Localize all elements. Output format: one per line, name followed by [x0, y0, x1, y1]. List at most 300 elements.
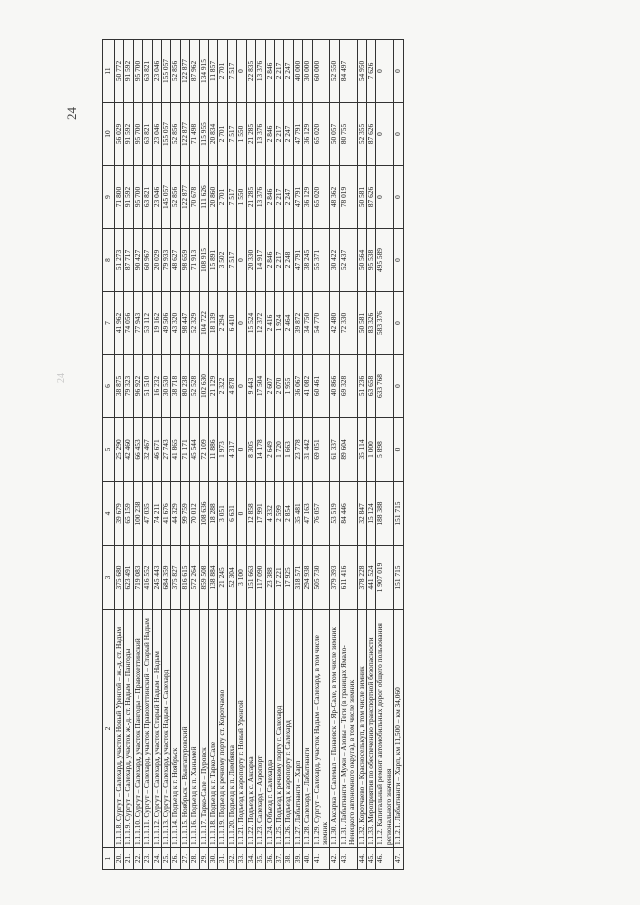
value-cell: 3 051	[218, 482, 227, 546]
value-cell: 84 446	[339, 482, 357, 546]
value-cell: 79 933	[162, 229, 171, 292]
row-index-cell: 44.	[357, 848, 366, 870]
row-index-cell: 41.	[312, 848, 330, 870]
value-cell: 20 834	[209, 103, 218, 166]
row-index-cell: 22.	[133, 848, 142, 870]
value-cell: 318 571	[293, 546, 302, 610]
value-cell: 41 865	[171, 418, 180, 482]
value-cell: 36 129	[303, 166, 312, 229]
value-cell: 100 238	[133, 482, 142, 546]
value-cell: 50 057	[330, 103, 339, 166]
value-cell: 87 626	[366, 166, 375, 229]
value-cell: 53 519	[330, 482, 339, 546]
value-cell: 56 029	[115, 103, 124, 166]
value-cell: 0	[376, 40, 394, 103]
value-cell: 17 504	[256, 355, 265, 418]
table-row	[265, 40, 274, 870]
value-cell: 0	[394, 418, 403, 482]
value-cell: 41 082	[303, 355, 312, 418]
row-name-cell: 1.1.1.15. Ноябрьск – Вынгапуровский	[180, 610, 189, 848]
value-cell: 6	[103, 355, 115, 418]
value-cell: 2 247	[284, 166, 293, 229]
value-cell: 31 442	[303, 418, 312, 482]
row-index-cell: 29.	[199, 848, 208, 870]
table-row	[394, 40, 403, 870]
value-cell: 91 592	[124, 166, 133, 229]
value-cell: 3 502	[218, 229, 227, 292]
value-cell: 7 626	[366, 40, 375, 103]
value-cell: 108 636	[199, 482, 208, 546]
value-cell: 245 443	[152, 546, 161, 610]
row-index-cell: 42.	[330, 848, 339, 870]
value-cell: 2 247	[284, 103, 293, 166]
value-cell: 20 029	[152, 229, 161, 292]
value-cell: 134 915	[199, 40, 208, 103]
value-cell: 117 090	[256, 546, 265, 610]
value-cell: 44 329	[171, 482, 180, 546]
value-cell: 65 159	[124, 482, 133, 546]
value-cell: 2 846	[265, 40, 274, 103]
value-cell: 1 550	[237, 166, 246, 229]
value-cell: 2 701	[218, 40, 227, 103]
value-cell: 43 320	[171, 292, 180, 355]
value-cell: 3	[103, 546, 115, 610]
value-cell: 4	[103, 482, 115, 546]
value-cell: 30 530	[162, 355, 171, 418]
value-cell: 39 679	[115, 482, 124, 546]
table-row	[339, 40, 357, 870]
value-cell: 80 755	[339, 103, 357, 166]
table-row	[330, 40, 339, 870]
value-cell: 572 264	[190, 546, 199, 610]
value-cell: 9	[103, 166, 115, 229]
value-cell: 87 962	[190, 40, 199, 103]
row-index-cell: 24.	[152, 848, 161, 870]
row-name-cell: 1.1.1.11. Сургут – Салехард, участок Правохеттинский – Старый Надым	[143, 610, 152, 848]
value-cell: 23 046	[152, 40, 161, 103]
table-row	[190, 40, 199, 870]
value-cell: 1 663	[284, 418, 293, 482]
value-cell: 83 326	[366, 292, 375, 355]
value-cell: 41 676	[162, 482, 171, 546]
value-cell: 3 100	[237, 546, 246, 610]
value-cell: 4 332	[265, 482, 274, 546]
value-cell: 52 856	[171, 166, 180, 229]
value-cell: 1 000	[366, 418, 375, 482]
value-cell: 102 630	[199, 355, 208, 418]
value-cell: 32 847	[357, 482, 366, 546]
value-cell: 79 323	[124, 355, 133, 418]
value-cell: 0	[237, 229, 246, 292]
value-cell: 95 538	[366, 229, 375, 292]
value-cell: 52 550	[330, 40, 339, 103]
value-cell: 63 821	[143, 40, 152, 103]
value-cell: 13 376	[256, 166, 265, 229]
row-name-cell: 1.1.28. Салехард – Лабытнанги	[303, 610, 312, 848]
row-name-cell: 1.1.21. Подъезд к аэропорту г. Новый Уренгой	[237, 610, 246, 848]
value-cell: 54 770	[312, 292, 330, 355]
value-cell: 52 856	[171, 40, 180, 103]
value-cell: 84 497	[339, 40, 357, 103]
value-cell: 719 083	[133, 546, 142, 610]
value-cell: 47 791	[293, 103, 302, 166]
row-name-cell: 1.1.1.10. Сургут – Салехард, участок Пангоды – Правохеттинский	[133, 610, 142, 848]
value-cell: 611 416	[339, 546, 357, 610]
value-cell: 294 938	[303, 546, 312, 610]
row-name-cell: 1.1.33. Мероприятия по обеспечению транспортной безопасности	[366, 610, 375, 848]
value-cell: 5 898	[376, 418, 394, 482]
value-cell: 11 857	[209, 40, 218, 103]
value-cell: 49 506	[162, 292, 171, 355]
value-cell: 12 372	[256, 292, 265, 355]
value-cell: 69 051	[312, 418, 330, 482]
value-cell: 47 791	[293, 166, 302, 229]
value-cell: 2 322	[218, 355, 227, 418]
row-name-cell: 1.1.22. Подъезд к с. Аксарка	[246, 610, 255, 848]
value-cell: 122 877	[180, 103, 189, 166]
value-cell: 38 875	[115, 355, 124, 418]
value-cell: 18 139	[209, 292, 218, 355]
value-cell: 1 720	[274, 418, 283, 482]
value-cell: 23 388	[265, 546, 274, 610]
value-cell: 623 491	[124, 546, 133, 610]
value-cell: 42 460	[124, 418, 133, 482]
value-cell: 23 046	[152, 166, 161, 229]
value-cell: 2 217	[274, 40, 283, 103]
row-index-cell: 35.	[256, 848, 265, 870]
value-cell: 8 305	[246, 418, 255, 482]
value-cell: 1 955	[284, 355, 293, 418]
value-cell: 52 304	[227, 546, 236, 610]
value-cell: 30 000	[303, 40, 312, 103]
value-cell: 13 376	[256, 40, 265, 103]
value-cell: 2 217	[274, 103, 283, 166]
value-cell: 39 872	[293, 292, 302, 355]
value-cell: 379 393	[330, 546, 339, 610]
value-cell: 74 056	[124, 292, 133, 355]
value-cell: 2 846	[265, 103, 274, 166]
value-cell: 0	[237, 418, 246, 482]
value-cell: 188 388	[376, 482, 394, 546]
value-cell: 35 114	[357, 418, 366, 482]
table-row	[218, 40, 227, 870]
value-cell: 60 461	[312, 355, 330, 418]
value-cell: 98 659	[180, 229, 189, 292]
row-index-cell: 31.	[218, 848, 227, 870]
value-cell: 63 658	[366, 355, 375, 418]
value-cell: 36 129	[303, 103, 312, 166]
value-cell: 0	[237, 40, 246, 103]
value-cell: 40 000	[293, 40, 302, 103]
value-cell: 111 626	[199, 166, 208, 229]
value-cell: 34 750	[303, 292, 312, 355]
value-cell: 416 552	[143, 546, 152, 610]
value-cell: 11	[103, 40, 115, 103]
value-cell: 6 410	[227, 292, 236, 355]
value-cell: 15 891	[209, 229, 218, 292]
value-cell: 5	[103, 418, 115, 482]
value-cell: 0	[237, 292, 246, 355]
value-cell: 816 615	[180, 546, 189, 610]
value-cell: 684 359	[162, 546, 171, 610]
table-row	[256, 40, 265, 870]
row-index-cell: 34.	[246, 848, 255, 870]
value-cell: 60 000	[312, 40, 330, 103]
value-cell: 52 437	[339, 229, 357, 292]
value-cell: 63 821	[143, 166, 152, 229]
table-row	[124, 40, 133, 870]
value-cell: 122 877	[180, 166, 189, 229]
value-cell: 76 057	[312, 482, 330, 546]
value-cell: 151 663	[246, 546, 255, 610]
row-name-cell: 1.1.1.18. Подъезд к г. Тарко-Сале	[209, 610, 218, 848]
value-cell: 48 627	[171, 229, 180, 292]
value-cell: 7	[103, 292, 115, 355]
value-cell: 46 671	[152, 418, 161, 482]
value-cell: 63 821	[143, 103, 152, 166]
value-cell: 66 453	[133, 418, 142, 482]
row-name-cell: 1.1.24. Объезд г. Салехарда	[265, 610, 274, 848]
value-cell: 0	[394, 40, 403, 103]
value-cell: 441 524	[366, 546, 375, 610]
value-cell: 27 743	[162, 418, 171, 482]
value-cell: 15 124	[366, 482, 375, 546]
row-name-cell: 1.1.30. Аксарка – Салемал – Панаевск – Яр-Сале, в том числе зимник	[330, 610, 339, 848]
value-cell: 583 376	[376, 292, 394, 355]
value-cell: 91 592	[124, 40, 133, 103]
value-cell: 69 328	[339, 355, 357, 418]
row-name-cell: 1.1.1.9. Сургут – Салехард, участок ж.-д. ст. Надым – Пангоды	[124, 610, 133, 848]
value-cell: 89 604	[339, 418, 357, 482]
value-cell: 30 422	[330, 229, 339, 292]
row-index-cell: 26.	[171, 848, 180, 870]
value-cell: 51 236	[357, 355, 366, 418]
value-cell: 14 178	[256, 418, 265, 482]
value-cell: 16 232	[152, 355, 161, 418]
row-index-cell: 28.	[190, 848, 199, 870]
value-cell: 80 238	[180, 355, 189, 418]
row-name-cell: 1.1.1.19. Подъезд к речному порту ст. Коротчаево	[218, 610, 227, 848]
value-cell: 21 245	[218, 546, 227, 610]
value-cell: 2 248	[284, 229, 293, 292]
value-cell: 61 337	[330, 418, 339, 482]
value-cell: 375 827	[171, 546, 180, 610]
value-cell: 52 329	[190, 292, 199, 355]
row-index-cell: 25.	[162, 848, 171, 870]
row-name-cell: 1.1.1.8. Сургут – Салехард, участок Новый Уренгой – ж.-д. ст. Надым	[115, 610, 124, 848]
row-index-cell: 43.	[339, 848, 357, 870]
value-cell: 17 221	[274, 546, 283, 610]
value-cell: 633 768	[376, 355, 394, 418]
value-cell: 65 020	[312, 103, 330, 166]
value-cell: 42 480	[330, 292, 339, 355]
value-cell: 1 550	[237, 103, 246, 166]
value-cell: 52 856	[171, 103, 180, 166]
row-name-cell: 1.1.26. Подъезд к аэропорту г. Салехард	[284, 610, 293, 848]
value-cell: 7 517	[227, 166, 236, 229]
value-cell: 18 288	[209, 482, 218, 546]
value-cell: 71 498	[190, 103, 199, 166]
value-cell: 19 162	[152, 292, 161, 355]
value-cell: 7 517	[227, 103, 236, 166]
row-index-cell: 47.	[394, 848, 403, 870]
value-cell: 151 715	[394, 546, 403, 610]
value-cell: 22 835	[246, 40, 255, 103]
row-name-cell: 2	[103, 610, 115, 848]
value-cell: 2 217	[274, 166, 283, 229]
value-cell: 155 057	[162, 40, 171, 103]
value-cell: 2 846	[265, 166, 274, 229]
value-cell: 4 878	[227, 355, 236, 418]
value-cell: 11 886	[209, 418, 218, 482]
row-name-cell: 1.1.1.14. Подъезд к г. Ноябрьск	[171, 610, 180, 848]
value-cell: 2 846	[265, 229, 274, 292]
value-cell: 52 355	[357, 103, 366, 166]
row-name-cell: 1.1.25. Подъезд к речному порту г. Салехард	[274, 610, 283, 848]
value-cell: 20 860	[209, 166, 218, 229]
rotated-table-container	[102, 40, 522, 870]
value-cell: 2 599	[274, 482, 283, 546]
row-name-cell: 1.1.2. Капитальный ремонт автомобильных дорог общего пользования регионального значения	[376, 610, 394, 848]
value-cell: 7 517	[227, 229, 236, 292]
value-cell: 48 362	[330, 166, 339, 229]
value-cell: 0	[394, 229, 403, 292]
value-cell: 36 067	[293, 355, 302, 418]
value-cell: 87 626	[366, 103, 375, 166]
row-name-cell: 1.1.29. Сургут – Салехард, участок Надым – Салехард, в том числе зимник	[312, 610, 330, 848]
value-cell: 38 718	[171, 355, 180, 418]
value-cell: 91 592	[124, 103, 133, 166]
value-cell: 53 112	[143, 292, 152, 355]
ghost-page-number: 24	[56, 373, 67, 383]
value-cell: 14 917	[256, 229, 265, 292]
value-cell: 99 759	[180, 482, 189, 546]
row-index-cell: 36.	[265, 848, 274, 870]
value-cell: 2 416	[265, 292, 274, 355]
value-cell: 38 245	[303, 229, 312, 292]
value-cell: 6 631	[227, 482, 236, 546]
value-cell: 50 581	[357, 292, 366, 355]
value-cell: 51 510	[143, 355, 152, 418]
value-cell: 7 517	[227, 40, 236, 103]
row-name-cell: 1.1.2.1. Лабытнанги – Харп, км 11,500 – км 34,060	[394, 610, 403, 848]
value-cell: 115 955	[199, 103, 208, 166]
table-row	[143, 40, 152, 870]
value-cell: 145 057	[162, 166, 171, 229]
value-cell: 40 866	[330, 355, 339, 418]
row-index-cell: 1	[103, 848, 115, 870]
value-cell: 0	[376, 103, 394, 166]
value-cell: 20 330	[246, 229, 255, 292]
value-cell: 77 943	[133, 292, 142, 355]
value-cell: 17 991	[256, 482, 265, 546]
value-cell: 0	[376, 166, 394, 229]
row-name-cell: 1.1.1.12. Сургут – Салехард, участок Старый Надым – Надым	[152, 610, 161, 848]
value-cell: 1 907 019	[376, 546, 394, 610]
value-cell: 71 800	[115, 166, 124, 229]
value-cell: 47 791	[293, 229, 302, 292]
value-cell: 70 678	[190, 166, 199, 229]
table-row	[171, 40, 180, 870]
value-cell: 51 273	[115, 229, 124, 292]
value-cell: 95 700	[133, 40, 142, 103]
value-cell: 1 973	[218, 418, 227, 482]
value-cell: 87 717	[124, 229, 133, 292]
value-cell: 2 294	[218, 292, 227, 355]
value-cell: 23 778	[293, 418, 302, 482]
row-index-cell: 40.	[303, 848, 312, 870]
value-cell: 72 330	[339, 292, 357, 355]
value-cell: 17 925	[284, 546, 293, 610]
value-cell: 98 447	[180, 292, 189, 355]
value-cell: 71 171	[180, 418, 189, 482]
value-cell: 54 950	[357, 40, 366, 103]
value-cell: 50 564	[357, 229, 366, 292]
value-cell: 21 129	[209, 355, 218, 418]
value-cell: 108 915	[199, 229, 208, 292]
value-cell: 70 012	[190, 482, 199, 546]
value-cell: 495 589	[376, 229, 394, 292]
row-index-cell: 37.	[274, 848, 283, 870]
value-cell: 122 877	[180, 40, 189, 103]
row-index-cell: 23.	[143, 848, 152, 870]
value-cell: 378 228	[357, 546, 366, 610]
row-name-cell: 1.1.23. Салехард – Аэропорт	[256, 610, 265, 848]
row-index-cell: 38.	[284, 848, 293, 870]
value-cell: 0	[394, 355, 403, 418]
value-cell: 41 962	[115, 292, 124, 355]
page-number: 24	[64, 107, 79, 120]
value-cell: 1 924	[274, 292, 283, 355]
value-cell: 52 528	[190, 355, 199, 418]
value-cell: 0	[394, 166, 403, 229]
value-cell: 21 285	[246, 103, 255, 166]
table-row	[284, 40, 293, 870]
value-cell: 78 019	[339, 166, 357, 229]
table-row	[376, 40, 394, 870]
value-cell: 12 858	[246, 482, 255, 546]
row-index-cell: 32.	[227, 848, 236, 870]
table-header-row	[103, 40, 115, 870]
value-cell: 2 247	[284, 40, 293, 103]
table-row	[312, 40, 330, 870]
row-index-cell: 21.	[124, 848, 133, 870]
value-cell: 0	[394, 103, 403, 166]
value-cell: 9 443	[246, 355, 255, 418]
value-cell: 375 680	[115, 546, 124, 610]
value-cell: 155 057	[162, 103, 171, 166]
value-cell: 74 211	[152, 482, 161, 546]
value-cell: 55 371	[312, 229, 330, 292]
value-cell: 10	[103, 103, 115, 166]
value-cell: 60 967	[143, 229, 152, 292]
value-cell: 4 317	[227, 418, 236, 482]
value-cell: 2 217	[274, 229, 283, 292]
value-cell: 45 544	[190, 418, 199, 482]
value-cell: 35 481	[293, 482, 302, 546]
value-cell: 13 376	[256, 103, 265, 166]
row-name-cell: 1.1.1.20. Подъезд к п. Лимбяяха	[227, 610, 236, 848]
value-cell: 0	[237, 482, 246, 546]
value-cell: 15 524	[246, 292, 255, 355]
value-cell: 21 285	[246, 166, 255, 229]
row-name-cell: 1.1.1.16. Подъезд к п. Ханымей	[190, 610, 199, 848]
value-cell: 95 700	[133, 166, 142, 229]
value-cell: 96 922	[133, 355, 142, 418]
value-cell: 47 035	[143, 482, 152, 546]
row-name-cell: 1.1.31. Лабытнанги – Мужи – Азовы – Теги (в границах Ямало-Ненецкого автономного округа), в том числе зимник	[339, 610, 357, 848]
value-cell: 71 913	[190, 229, 199, 292]
